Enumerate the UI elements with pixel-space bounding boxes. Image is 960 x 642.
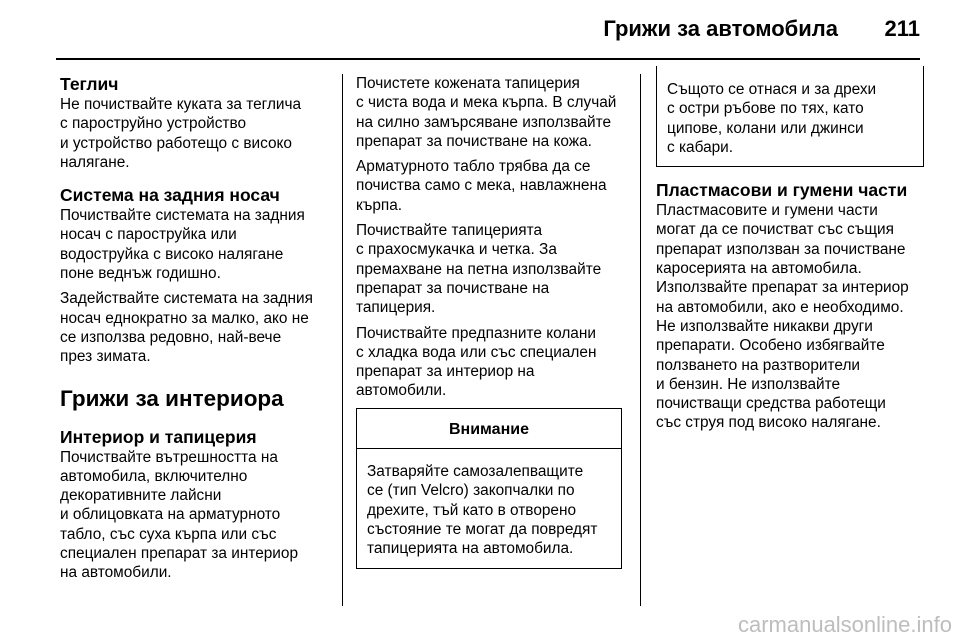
heading-rear-carrier: Система на задния носач <box>60 185 280 206</box>
heading-plastic-rubber: Пластмасови и гумени части <box>656 180 908 201</box>
page-number: 211 <box>884 16 920 41</box>
header-divider <box>56 58 920 60</box>
paragraph-plastic-rubber: Пластмасовите и гумени части могат да се почистват със същия препарат използван за почистване каросерията на автомобила. Използвайте препарат за интериор на автомобили, ако е необходимо. Не използвайте никакви други препарати. Особено избягвайте ползването на разтворители и бензин. Не използвайте почистващи средства работещи със струя под високо налягане. <box>656 202 909 432</box>
column-divider-2 <box>640 74 641 606</box>
paragraph-seatbelts: Почиствайте предпазните колани с хладка вода или със специален препарат за интериор на автомобили. <box>356 324 597 400</box>
heading-interior-upholstery: Интериор и тапицерия <box>60 426 257 447</box>
warning-heading: Внимание <box>357 409 621 449</box>
paragraph-towbar: Не почиствайте куката за теглича с пароструйно устройство и устройство работещо с високо налягане. <box>60 96 302 171</box>
paragraph-leather: Почистете кожената тапицерия с чиста вода и мека кърпа. В случай на силно замърсяване използвайте препарат за почистване на кожа. <box>356 75 617 150</box>
paragraph-upholstery: Почиствайте тапицерията с прахосмукачка и четка. За премахване на петна използвайте препарат за почистване на тапицерия. <box>356 222 602 317</box>
paragraph-interior: Почиствайте вътрешността на автомобила, включително декоративните лайсни и облицовката на арматурното табло, със суха кърпа или със специален препарат за интериор на автомобили. <box>60 448 299 582</box>
warning-box <box>356 408 622 569</box>
running-header-title: Грижи за автомобила <box>603 16 838 41</box>
watermark: carmanualsonline.info <box>737 612 952 637</box>
paragraph-rear-carrier-1: Почиствайте системата на задния носач с пароструйка или водоструйка с високо налягане поне веднъж годишно. <box>60 207 305 283</box>
column-2 <box>356 74 628 569</box>
column-divider-1 <box>342 74 343 606</box>
warning-continued-text: Същото се отнася и за дрехи с остри ръбове по тях, като ципове, колани или джинси с кабари. <box>656 66 924 167</box>
section-title-interior-care: Грижи за интериора <box>60 385 284 411</box>
warning-text: Затваряйте самозалепващите се (тип Velcro) закопчалки по дрехите, тъй като в отворено състояние те могат да повредят тапицерията на автомобила. <box>367 463 598 558</box>
column-1 <box>60 74 330 583</box>
column-3 <box>656 74 924 433</box>
heading-towbar: Теглич <box>60 74 119 94</box>
paragraph-dashboard: Арматурното табло трябва да се почиства само с мека, навлажнена кърпа. <box>356 158 607 214</box>
paragraph-rear-carrier-2: Задействайте системата на задния носач еднократно за малко, ако не се използва редовно, най-вече през зимата. <box>60 290 313 366</box>
